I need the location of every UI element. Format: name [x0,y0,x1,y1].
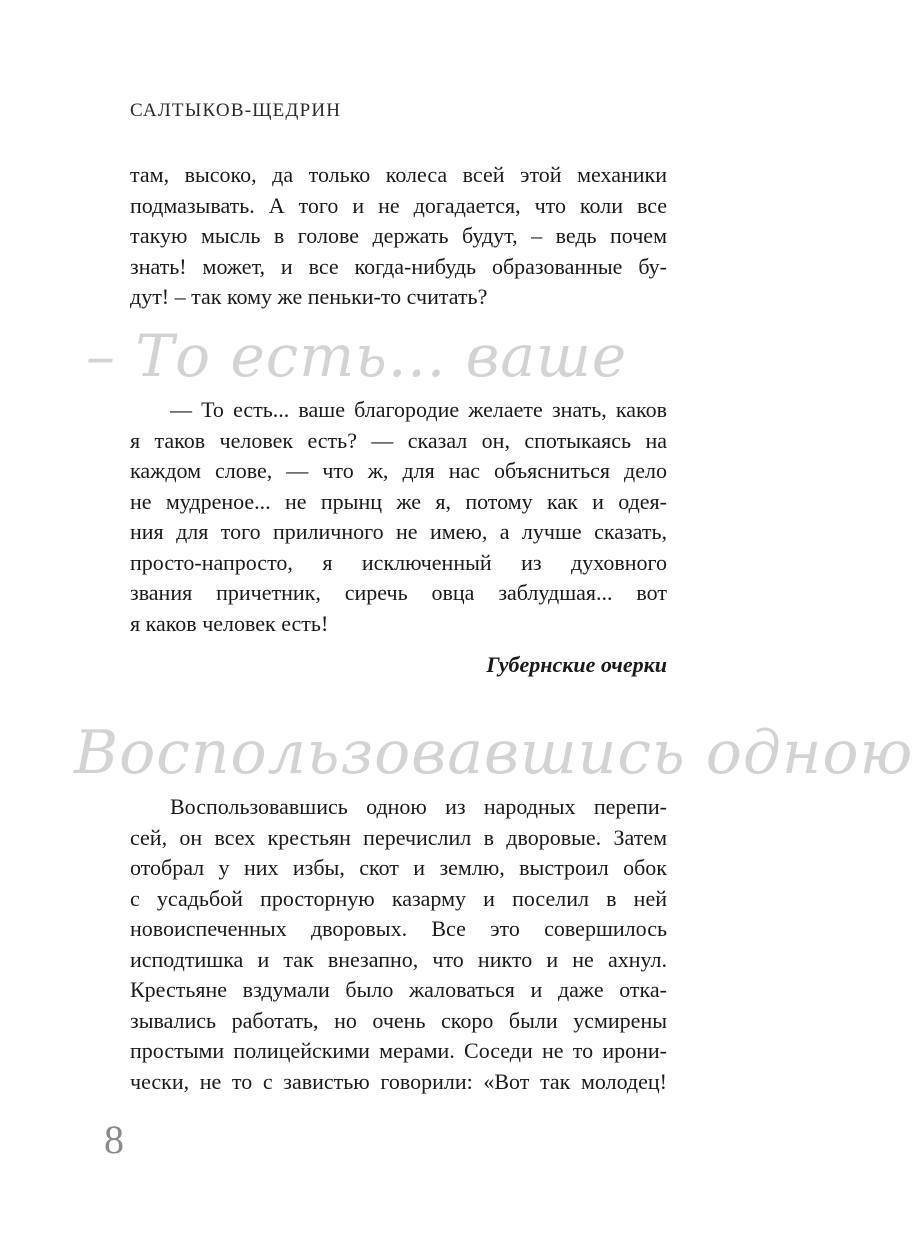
text-line: исподтишка и так внезапно, что никто и не ахнул. [130,946,667,972]
text-line: с усадьбой просторную казарму и поселил в ней [130,885,667,911]
text-line: просто-напросто, я исключенный из духовного [130,549,667,575]
text-line: Воспользовавшись одною из народных перепи- [170,794,667,819]
text-line: дут! – так кому же пеньки-то считать? [130,284,488,309]
text-line: сей, он всех крестьян перечислил в дворовые. Затем [130,824,667,850]
page-number: 8 [104,1117,124,1162]
decorative-script-heading: Воспользовавшись одною [74,718,913,788]
paragraph-2 [130,395,667,639]
text-line: я таков человек есть? — сказал он, спотыкаясь на [130,427,667,453]
text-line: — То есть... ваше благородие желаете знать, каков [170,397,667,422]
source-title: Губернские очерки [486,652,667,677]
running-head: САЛТЫКОВ-ЩЕДРИН [130,100,342,121]
text-line: зывались работать, но очень скоро были усмирены [130,1007,667,1033]
text-line: каждом слове, — что ж, для нас объясниться дело [130,458,667,483]
paragraph-3 [130,792,667,1097]
text-line: подмазывать. А того и не догадается, что коли все [130,192,667,218]
decorative-script-heading: – То есть... ваше [86,322,628,390]
text-line: там, высоко, да только колеса всей этой механики [130,162,667,187]
text-line: новоиспеченных дворовых. Все это совершилось [130,916,667,941]
text-line: звания причетник, сиречь овца заблудшая... вот [130,580,667,605]
text-line: я каков человек есть! [130,610,329,636]
paragraph-1 [130,160,667,313]
text-line: отобрал у них избы, скот и землю, выстроил обок [130,855,667,880]
text-line: Крестьяне вздумали было жаловаться и даже отка- [130,977,667,1002]
text-line: простыми полицейскими мерами. Соседи не то ирони- [130,1038,667,1063]
text-line: чески, не то с завистью говорили: «Вот так молодец! [130,1068,667,1094]
text-line: такую мысль в голове держать будут, – ведь почем [130,223,667,248]
text-line: ния для того приличного не имею, а лучше сказать, [130,519,667,544]
text-line: не мудреное... не прынц же я, потому как и одея- [130,488,667,514]
text-line: знать! может, и все когда-нибудь образованные бу- [130,253,667,279]
